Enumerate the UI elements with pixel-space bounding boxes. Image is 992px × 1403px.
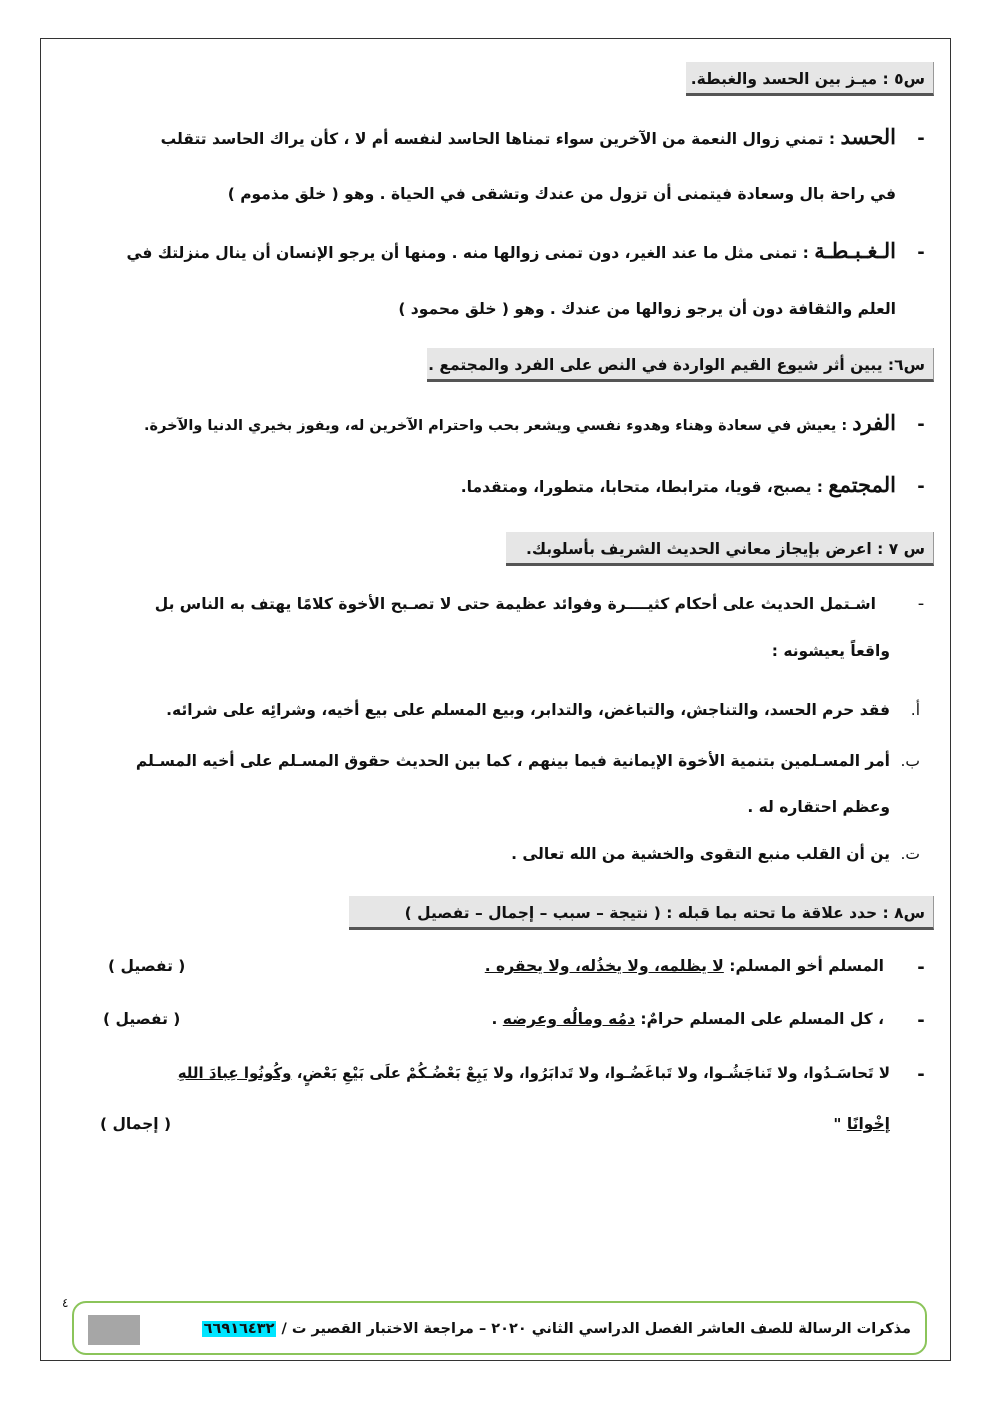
footer-box [72, 1301, 927, 1355]
individual-effect [144, 410, 896, 439]
bullet: - [917, 242, 925, 263]
bullet: - [917, 957, 925, 978]
question-8-heading: س٨ : حدد علاقة ما تحته بما قبله : ( نتيجة – سبب – إجمال – تفصيل ) [349, 896, 934, 930]
footer-caption: مذكرات الرسالة للصف العاشر الفصل الدراسي الثاني ٢٠٢٠ – مراجعة الاختبار القصير ت / [276, 1321, 911, 1337]
bullet: - [917, 476, 925, 497]
society-term: المجتمع [828, 472, 896, 497]
q8-row3-line1 [178, 1060, 890, 1086]
bullet: - [917, 593, 925, 614]
bullet: - [917, 1010, 925, 1031]
q8-row2-answer: ( تفصيل ) [103, 1010, 181, 1028]
q8-row1-plain: المسلم أخو المسلم: [723, 957, 884, 975]
bullet: - [917, 1064, 925, 1085]
bullet: - [917, 128, 925, 149]
individual-text: : يعيش في سعادة وهناء وهدوء نفسي ويشعر بحب واحترام الآخرين له، ويفوز بخيري الدنيا والآخرة. [144, 418, 853, 434]
q8-row3-line2 [833, 1111, 890, 1137]
bullet: - [917, 414, 925, 435]
q8-row1-underlined: لا يظلمه، ولا يخذُله، ولا يحقره . [484, 957, 724, 975]
item-c-letter: ت. [900, 845, 920, 863]
footer-grey-block [88, 1315, 140, 1345]
question-5-heading: س٥ : ميـز بين الحسد والغبطة. [686, 62, 934, 96]
q8-row3-plain: لا تَحاسَـدُوا، ولا تَناجَشُـوا، ولا تَباغَضُـوا، ولا تَدابَرُوا، ولا يَبِعْ بَعْضُـكُمْ علَى بَيْعِ بَعْضٍ، [291, 1064, 890, 1082]
q8-row3-line2-underlined: إخْوانًا [846, 1115, 890, 1133]
page-number: ٤ [62, 1296, 69, 1310]
ghibta-text: : تمنى مثل ما عند الغير، دون تمنى زوالها منه . ومنها أن يرجو الإنسان أن ينال منزلتك في [126, 244, 815, 262]
item-a-text: فقد حرم الحسد، والتناجش، والتباغض، والتدابر، وبيع المسلم على بيع أخيه، وشرائِه على شرائه. [166, 701, 890, 719]
q8-row1-answer: ( تفصيل ) [108, 957, 186, 975]
q8-row2-underlined: دمُه ومالُه وعرضه [502, 1010, 636, 1028]
hasad-definition-line1 [161, 124, 896, 152]
ghibta-term: الـغـبـطـة [814, 238, 896, 263]
ghibta-definition-line1 [127, 238, 896, 266]
individual-term: الفرد [852, 410, 896, 435]
q7-intro-line1: اشـتمل الحديث على أحكام كثيــــرة وفوائد عظيمة حتى لا تصـبح الأخوة كلامًا يهتف به الناس بل [154, 595, 876, 613]
item-b-line2: وعظم احتقاره له . [747, 798, 890, 816]
q8-row3-answer: ( إجمال ) [100, 1115, 172, 1133]
q8-row1 [485, 953, 884, 979]
ghibta-definition-line2: العلم والثقافة دون أن يرجو زوالها من عندك . وهو ( خلق محمود ) [398, 300, 896, 318]
q7-intro-line2: واقعاً يعيشونه : [771, 642, 890, 660]
q8-row3-line2-tail: " [833, 1115, 847, 1133]
footer-text [202, 1315, 911, 1343]
society-text: : يصبح، قويا، مترابطا، متحابا، متطورا، ومتقدما. [460, 478, 829, 496]
q8-row2-tail: . [491, 1010, 503, 1028]
item-a-letter: أ. [910, 701, 920, 719]
question-6-heading: س٦: يبين أثر شيوع القيم الواردة في النص على الفرد والمجتمع . [427, 348, 934, 382]
hasad-term: الحسد [840, 124, 896, 149]
item-b-letter: ب. [900, 752, 920, 770]
hasad-definition-line2: في راحة بال وسعادة فيتمنى أن تزول من عندك وتشقى في الحياة . وهو ( خلق مذموم ) [227, 185, 896, 203]
hasad-text: : تمني زوال النعمة من الآخرين سواء تمناها الحاسد لنفسه أم لا ، كأن يراك الحاسد تتقلب [160, 130, 841, 148]
item-b-line1: أمر المسـلمين بتنمية الأخوة الإيمانية فيما بينهم ، كما بين الحديث حقوق المسـلم على أخيه المسـلم [135, 752, 890, 770]
item-c-text: ين أن القلب منبع التقوى والخشية من الله تعالى . [511, 845, 890, 863]
society-effect [461, 472, 896, 500]
q8-row2-plain: ، كل المسلم على المسلم حرامٌ: [635, 1010, 884, 1028]
question-7-heading: س ٧ : اعرض بإيجاز معاني الحديث الشريف بأسلوبك. [506, 532, 934, 566]
q8-row2 [491, 1006, 884, 1032]
footer-phone: ٦٦٩١٦٤٣٢ [203, 1321, 275, 1337]
q8-row3-underlined: وكُونُوا عِبادَ اللهِ [177, 1064, 292, 1082]
